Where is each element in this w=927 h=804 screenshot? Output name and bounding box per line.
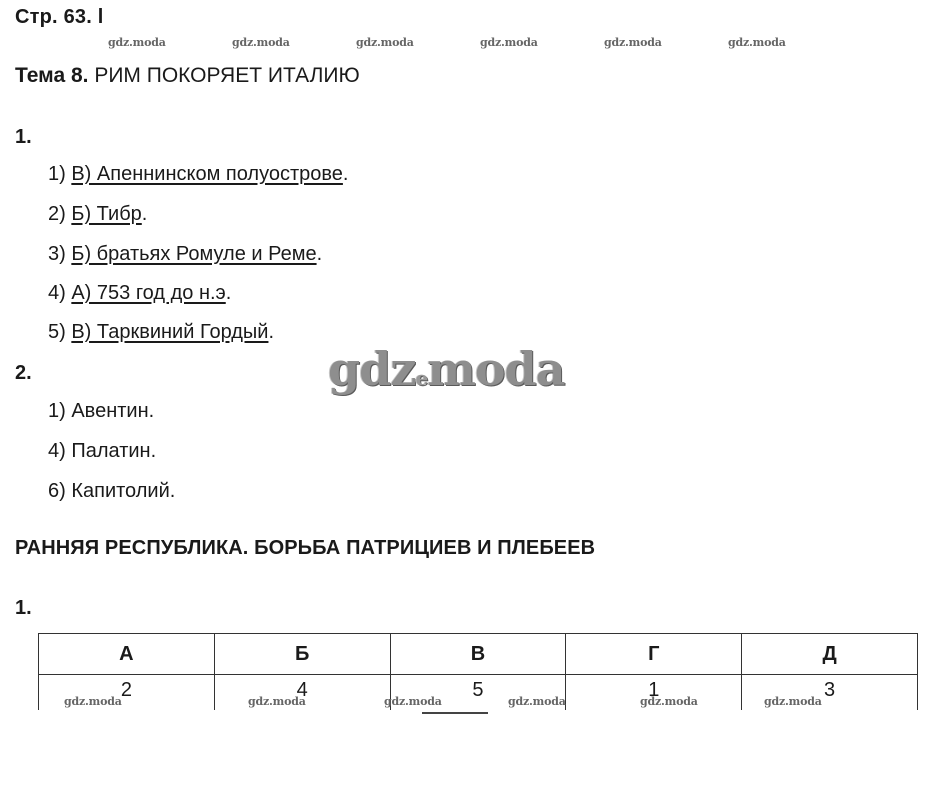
table-cell: 4	[214, 675, 390, 716]
table-header-cell: Д	[742, 634, 918, 675]
answer-item: 4) Палатин.	[48, 440, 157, 462]
divider	[422, 712, 488, 714]
answer-choice: Б) братьях Ромуле и Реме	[71, 243, 317, 265]
watermark: gdz.moda	[480, 36, 538, 49]
question-number: 1.	[15, 126, 32, 148]
answer-item: 4) А) 753 год до н.э.	[48, 282, 232, 304]
watermark: gdz.moda	[508, 695, 566, 708]
answer-item: 3) Б) братьях Ромуле и Реме.	[48, 243, 323, 265]
page-label: Стр. 63. l	[15, 6, 104, 28]
topic-heading	[15, 64, 360, 88]
watermark: gdz.moda	[232, 36, 290, 49]
question-number: 1.	[15, 597, 32, 619]
watermark: gdz.moda	[728, 36, 786, 49]
table-header-row	[39, 634, 918, 675]
watermark: gdz.moda	[248, 695, 306, 708]
watermark: gdz.moda	[64, 695, 122, 708]
table-cell: 3	[742, 675, 918, 716]
watermark: gdz.moda	[108, 36, 166, 49]
question-number: 2.	[15, 362, 32, 384]
watermark: gdz.moda	[384, 695, 442, 708]
answer-choice: А) 753 год до н.э	[71, 282, 226, 304]
watermark: gdz.moda	[356, 36, 414, 49]
answer-choice: Б) Тибр	[71, 203, 142, 225]
watermark: gdz.moda	[764, 695, 822, 708]
section-title: РАННЯЯ РЕСПУБЛИКА. БОРЬБА ПАТРИЦИЕВ И ПЛЕБЕЕВ	[15, 537, 596, 559]
answer-item: 1) Авентин.	[48, 400, 155, 422]
answer-item: 1) В) Апеннинском полуострове.	[48, 163, 349, 185]
answer-choice: В) Апеннинском полуострове	[71, 163, 343, 185]
answer-choice: В) Тарквиний Гордый	[71, 321, 269, 343]
table-header-cell: Б	[214, 634, 390, 675]
answer-item: 6) Капитолий.	[48, 480, 176, 502]
answer-item: 5) В) Тарквиний Гордый.	[48, 321, 275, 343]
topic-title: РИМ ПОКОРЯЕТ ИТАЛИЮ	[94, 64, 360, 87]
table-header-cell: В	[390, 634, 566, 675]
watermark: gdz.moda	[604, 36, 662, 49]
watermark-logo: gdzemoda	[328, 342, 565, 396]
table-cell: 2	[39, 675, 215, 716]
topic-number: Тема 8.	[15, 64, 89, 87]
table-header-cell: Г	[566, 634, 742, 675]
watermark: gdz.moda	[640, 695, 698, 708]
table-cell: 5	[390, 675, 566, 716]
table-cell: 1	[566, 675, 742, 716]
page-bottom-blank	[0, 710, 927, 804]
answer-item: 2) Б) Тибр.	[48, 203, 148, 225]
table-header-cell: А	[39, 634, 215, 675]
